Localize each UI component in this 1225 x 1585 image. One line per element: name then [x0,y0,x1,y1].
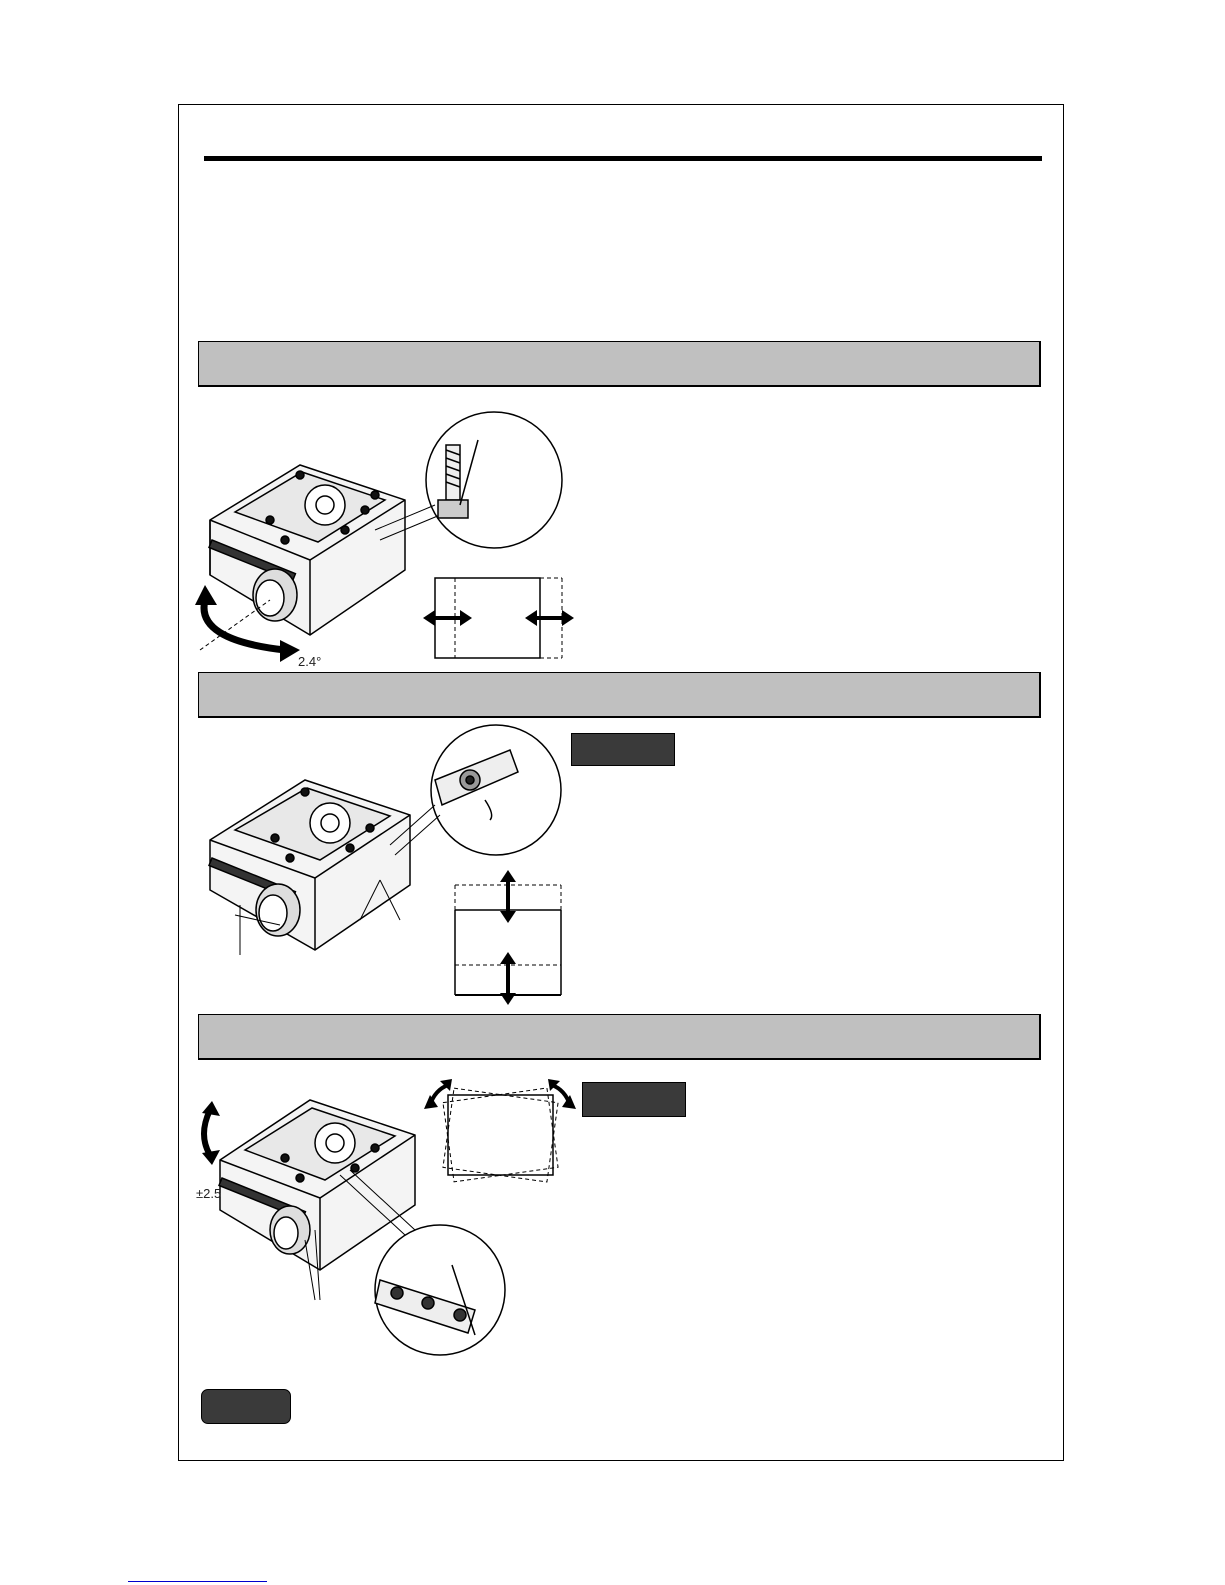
section-header-band-3 [198,1014,1041,1060]
note-tab [201,1389,291,1424]
fig1-angle-label: 2.4° [298,654,322,669]
figure-2-projector-vertical [190,720,580,1005]
screen-rotation-diagram [424,1079,576,1182]
projector-illustration [219,1100,415,1270]
screen-shift-horizontal-diagram [423,578,574,658]
projector-illustration [209,780,410,950]
projector-illustration [209,465,405,635]
figure-1-projector-horizontal [190,400,580,670]
figure-3-projector-rotation [190,1065,580,1365]
section-header-band-2 [198,672,1041,718]
label-tab-2 [571,733,675,766]
title-rule [204,156,1042,161]
label-tab-3 [582,1082,686,1117]
fig3-angle-label: ±2.5 [196,1186,222,1201]
section-header-band-1 [198,341,1041,387]
footer-link-underline [128,1581,267,1582]
screen-shift-vertical-diagram [455,870,561,1005]
